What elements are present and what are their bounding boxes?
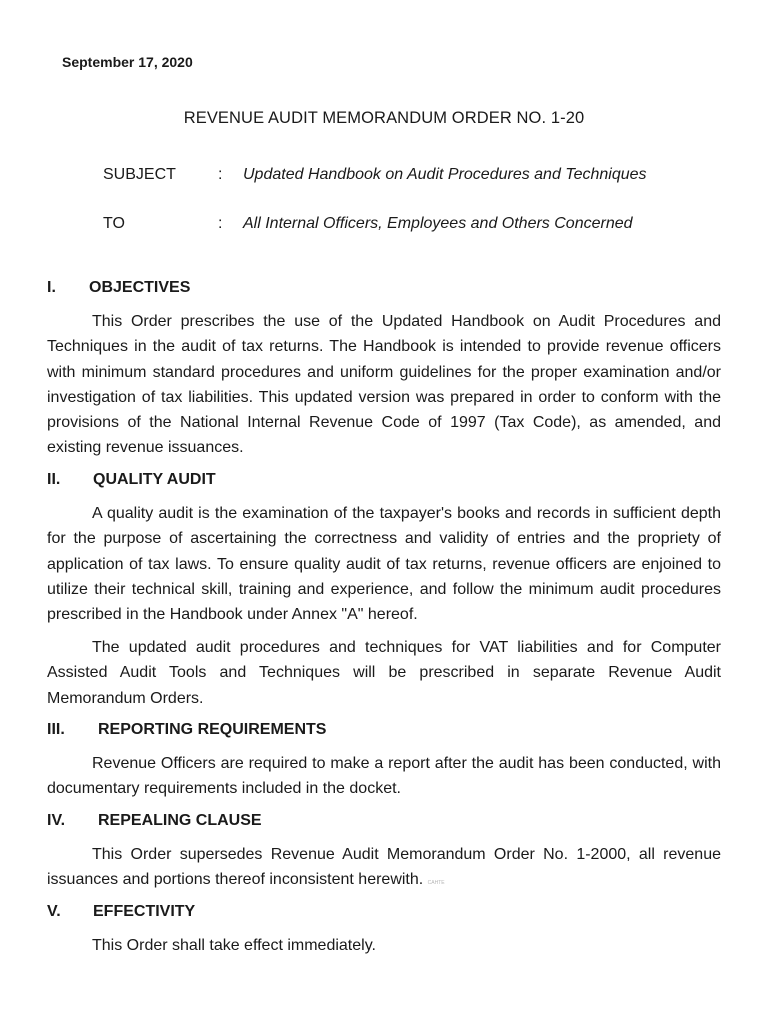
section-title: REPEALING CLAUSE [98, 812, 262, 829]
effectivity-paragraph: This Order shall take effect immediately. [92, 937, 376, 954]
section-heading-objectives [47, 279, 191, 297]
reporting-requirements-paragraph: Revenue Officers are required to make a report after the audit has been conducted, with documentary requirements included in the docket. [47, 755, 721, 798]
section-heading-quality-audit [47, 471, 216, 489]
section-number: III. [47, 721, 65, 738]
section-number: I. [47, 279, 56, 296]
section-title: QUALITY AUDIT [93, 471, 216, 488]
subject-value: Updated Handbook on Audit Procedures and Techniques [243, 166, 647, 183]
objectives-paragraph: This Order prescribes the use of the Updated Handbook on Audit Procedures and Techniques in the audit of tax returns. The Handbook is intended to provide revenue officers with minimum standard procedures and uniform guidelines for the proper examination and/or investigation of tax liabilities. This updated version was prepared in order to conform with the provisions of the National Internal Revenue Code of 1997 (Tax Code), as amended, and existing revenue issuances. [47, 313, 721, 457]
to-colon: : [218, 215, 223, 232]
to-value: All Internal Officers, Employees and Others Concerned [243, 215, 633, 232]
section-heading-reporting-requirements [47, 721, 327, 739]
section-number: IV. [47, 812, 66, 829]
repealing-clause-paragraph [47, 842, 721, 897]
section-title: REPORTING REQUIREMENTS [98, 721, 327, 738]
section-number: II. [47, 471, 61, 488]
repealing-clause-text: This Order supersedes Revenue Audit Memorandum Order No. 1-2000, all revenue issuances and portions thereof inconsistent herewith. [47, 846, 721, 889]
section-heading-repealing-clause [47, 812, 262, 830]
watermark-mark: CAHTE [427, 880, 445, 887]
section-title: OBJECTIVES [89, 279, 191, 296]
subject-label: SUBJECT [103, 166, 176, 183]
section-number: V. [47, 903, 61, 920]
subject-colon: : [218, 166, 223, 183]
document-date: September 17, 2020 [62, 54, 193, 70]
section-title: EFFECTIVITY [93, 903, 196, 920]
document-title: REVENUE AUDIT MEMORANDUM ORDER NO. 1-20 [183, 109, 585, 127]
quality-audit-paragraph-1: A quality audit is the examination of the taxpayer's books and records in sufficient depth for the purpose of ascertaining the correctness and validity of entries and the propriety of application of tax laws. To ensure quality audit of tax returns, revenue officers are enjoined to utilize their technical skill, training and experience, and follow the minimum audit procedures prescribed in the Handbook under Annex "A" hereof. [47, 505, 721, 624]
section-heading-effectivity [47, 903, 196, 921]
to-label: TO [103, 215, 125, 232]
quality-audit-paragraph-2: The updated audit procedures and techniques for VAT liabilities and for Computer Assisted Audit Tools and Techniques will be prescribed in separate Revenue Audit Memorandum Orders. [47, 639, 721, 707]
